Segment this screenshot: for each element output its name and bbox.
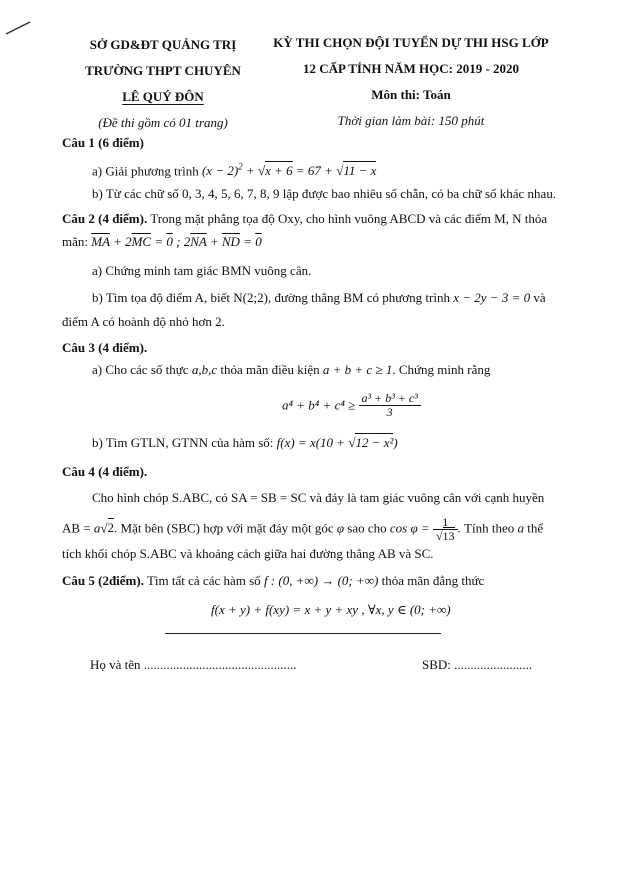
subject: Môn thi: Toán — [371, 87, 451, 102]
q4-line1: Cho hình chóp S.ABC, có SA = SB = SC và đáy là tam giác vuông cân với cạnh huyền — [92, 490, 545, 505]
q2-intro: Câu 2 (4 điểm). Trong mặt phẳng tọa độ Oxy, cho hình vuông ABCD và các điểm M, N thỏa — [62, 211, 548, 226]
q3-title: Câu 3 (4 điểm). — [62, 340, 148, 355]
time-limit: Thời gian làm bài: 150 phút — [337, 113, 485, 128]
page-count-note: (Đề thi gồm có 01 trang) — [98, 115, 228, 130]
candidate-number-field: SBD: ........................ — [422, 657, 533, 672]
student-name-field: Họ và tên ............................................... — [90, 657, 297, 672]
q2-a: a) Chứng minh tam giác BMN vuông cân. — [92, 263, 312, 278]
exam-title-2: 12 CẤP TỈNH NĂM HỌC: 2019 - 2020 — [302, 61, 520, 76]
school-name: TRƯỜNG THPT CHUYÊN — [85, 63, 241, 78]
q1-a: a) Giải phương trình $(x - 2)^2 + √x + 6 = 67 + √11 - x$ — [92, 162, 377, 179]
q4-line2: AB = a√2. Mặt bên (SBC) hợp với mặt đáy một góc φ sao cho cos φ = $\frac{1}{√13}$ . Tính theo a thể — [62, 515, 544, 543]
q4-title: Câu 4 (4 điểm). — [62, 464, 148, 479]
q3-a: a) Cho các số thực a,b,c thỏa mãn điều kiện a + b + c ≥ 1. Chứng minh rằng — [92, 362, 491, 377]
q2-condition: mãn: $\overline{MA} + 2\overline{MC} = 0$ ; $2\overline{NA} + \overline{ND} = 0$ — [62, 234, 262, 249]
q2-title: Câu 2 (4 điểm). — [62, 211, 148, 226]
q3-b: b) Tìm GTLN, GTNN của hàm số: f(x) = x(10 + √12 − x²) — [92, 435, 398, 450]
q5-equation: f(x + y) + f(xy) = x + y + xy , ∀x, y ∈ (0; +∞) — [211, 602, 451, 617]
q5-title: Câu 5 (2điểm). — [62, 573, 144, 588]
q2-b: b) Tìm tọa độ điểm A, biết N(2;2), đường thẳng BM có phương trình x − 2y − 3 = 0 và — [92, 290, 546, 305]
q1-b: b) Từ các chữ số 0, 3, 4, 5, 6, 7, 8, 9 lập được bao nhiêu số chẵn, có ba chữ số khác nhau. — [92, 186, 557, 201]
department-name: SỞ GD&ĐT QUẢNG TRỊ — [89, 37, 237, 52]
school-name-2: LÊ QUÝ ĐÔN — [122, 89, 204, 104]
pen-mark — [0, 0, 60, 40]
q3-inequality: a⁴ + b⁴ + c⁴ ≥ $\frac{\text{a³ + b³ + c³}}{3}$ — [282, 392, 421, 419]
q5-intro: Câu 5 (2điểm). Tìm tất cả các hàm số f : (0, +∞) → (0; +∞) thỏa mãn đẳng thức — [62, 573, 485, 588]
divider-line — [165, 633, 441, 634]
exam-title-1: KỲ THI CHỌN ĐỘI TUYỂN DỰ THI HSG LỚP — [273, 35, 549, 50]
header-right — [262, 30, 560, 134]
q2-b-cont: điểm A có hoành độ nhỏ hơn 2. — [62, 314, 225, 329]
q4-line3: tích khối chóp S.ABC và khoảng cách giữa hai đường thẳng AB và SC. — [62, 546, 434, 561]
q1-title: Câu 1 (6 điểm) — [62, 135, 144, 150]
header-left — [58, 32, 268, 136]
